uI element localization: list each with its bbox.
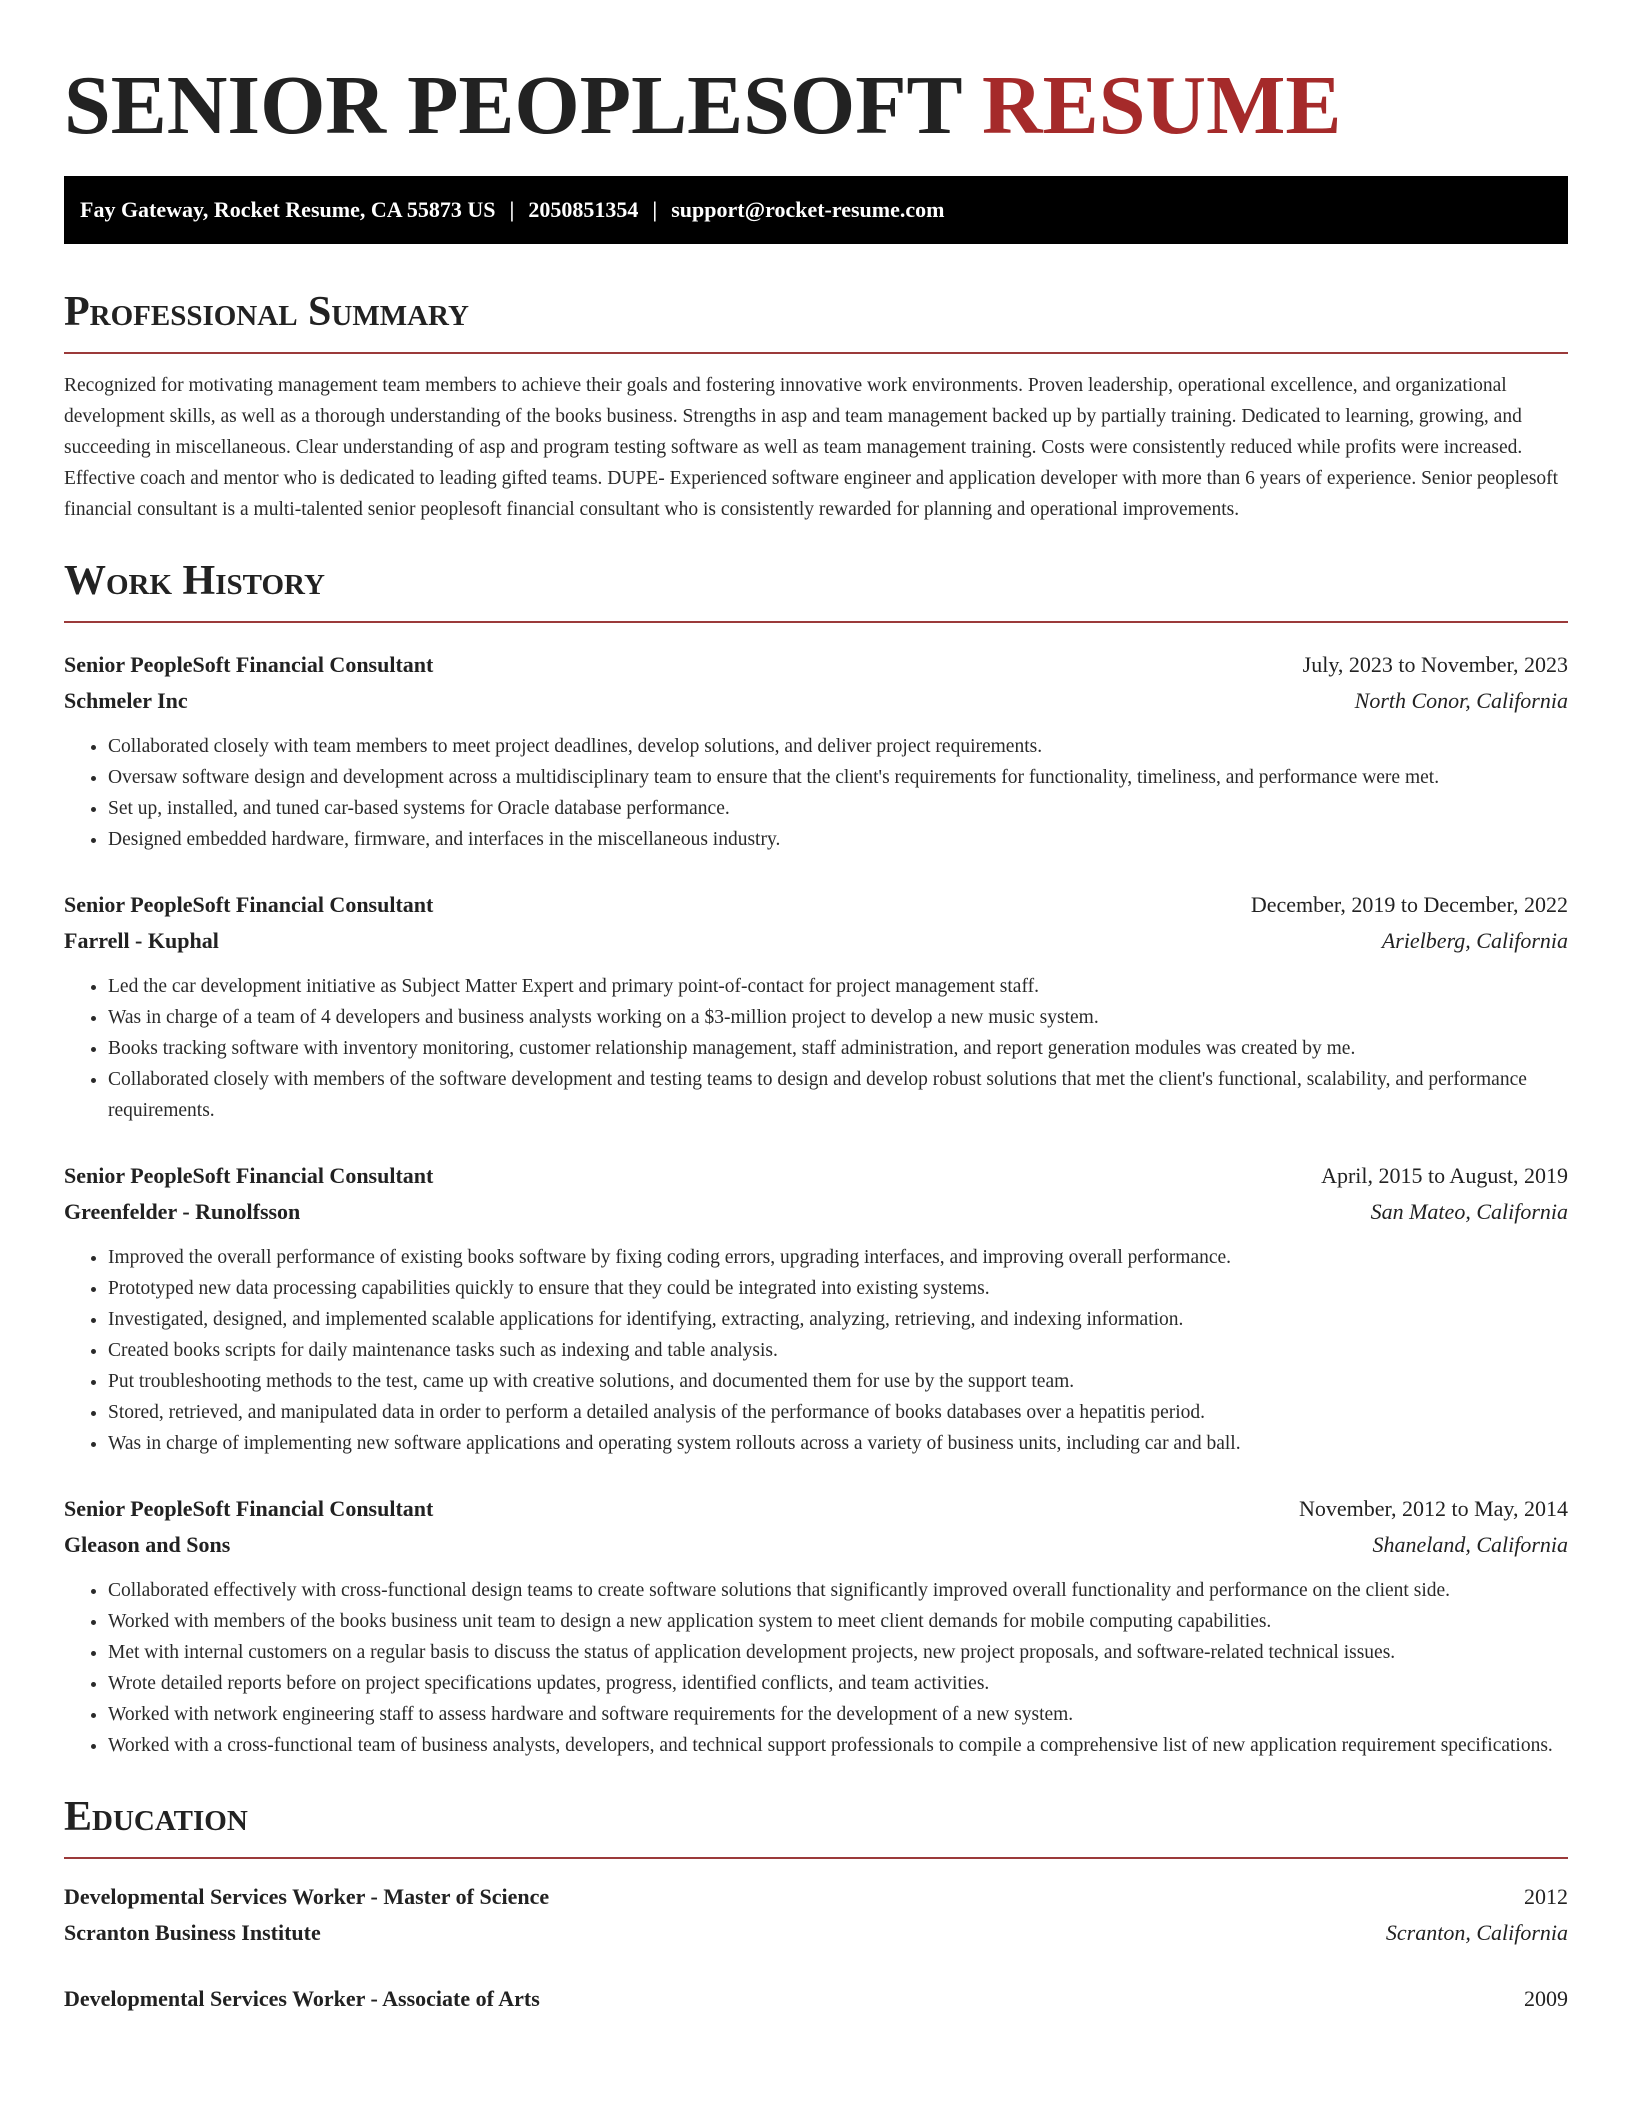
job-title: Senior PeopleSoft Financial Consultant bbox=[64, 892, 434, 917]
education-school: Scranton Business Institute bbox=[64, 1920, 321, 1945]
contact-separator: | bbox=[509, 197, 515, 222]
job-header-row bbox=[64, 887, 1568, 923]
job-bullet: • Oversaw software design and development across a multidisciplinary team to ensure that the client's requirements for functionality, timeliness, and performance were met. bbox=[108, 762, 1568, 793]
job-title: Senior PeopleSoft Financial Consultant bbox=[64, 1496, 434, 1521]
education-year: 2009 bbox=[1524, 1986, 1568, 2011]
job-header-row bbox=[64, 1158, 1568, 1194]
job-entry bbox=[64, 1158, 1568, 1459]
job-location: San Mateo, California bbox=[1370, 1199, 1568, 1224]
section-divider bbox=[64, 352, 1568, 354]
education-degree: Developmental Services Worker - Master of Science bbox=[64, 1884, 550, 1909]
job-entry bbox=[64, 887, 1568, 1126]
section-divider bbox=[64, 1857, 1568, 1859]
contact-separator: | bbox=[652, 197, 658, 222]
job-bullet: • Investigated, designed, and implemented scalable applications for identifying, extracting, analyzing, retrieving, and indexing information. bbox=[108, 1304, 1568, 1335]
job-company: Gleason and Sons bbox=[64, 1532, 231, 1557]
job-bullets bbox=[64, 1575, 1568, 1761]
job-company-row bbox=[64, 923, 1568, 959]
job-dates: November, 2012 to May, 2014 bbox=[1299, 1496, 1568, 1521]
job-bullet: • Set up, installed, and tuned car-based systems for Oracle database performance. bbox=[108, 793, 1568, 824]
job-bullet: • Worked with network engineering staff to assess hardware and software requirements for the development of a new system. bbox=[108, 1699, 1568, 1730]
job-bullet: • Prototyped new data processing capabilities quickly to ensure that they could be integrated into existing systems. bbox=[108, 1273, 1568, 1304]
job-bullet: • Was in charge of implementing new software applications and operating system rollouts across a variety of business units, including car and ball. bbox=[108, 1428, 1568, 1459]
job-dates: April, 2015 to August, 2019 bbox=[1321, 1163, 1568, 1188]
job-bullet: • Was in charge of a team of 4 developers and business analysts working on a $3-million project to develop a new music system. bbox=[108, 1002, 1568, 1033]
job-title: Senior PeopleSoft Financial Consultant bbox=[64, 1163, 434, 1188]
contact-email[interactable]: support@rocket-resume.com bbox=[671, 197, 945, 222]
job-title: Senior PeopleSoft Financial Consultant bbox=[64, 652, 434, 677]
education-entry bbox=[64, 1981, 1568, 2017]
job-list bbox=[64, 647, 1568, 1761]
education-entry bbox=[64, 1879, 1568, 1951]
job-bullet: • Improved the overall performance of existing books software by fixing coding errors, upgrading interfaces, and improving overall performance. bbox=[108, 1242, 1568, 1273]
work-section bbox=[64, 555, 1568, 1761]
job-bullet: • Collaborated closely with members of the software development and testing teams to design and develop robust solutions that met the client's functional, scalability, and performance requirements. bbox=[108, 1064, 1568, 1126]
job-bullet: • Met with internal customers on a regular basis to discuss the status of application development projects, new project proposals, and software-related technical issues. bbox=[108, 1637, 1568, 1668]
education-school-row bbox=[64, 1915, 1568, 1951]
contact-bar bbox=[64, 176, 1568, 244]
job-bullet: • Collaborated effectively with cross-functional design teams to create software solutions that significantly improved overall functionality and performance on the client side. bbox=[108, 1575, 1568, 1606]
job-dates: July, 2023 to November, 2023 bbox=[1302, 652, 1568, 677]
job-location: North Conor, California bbox=[1354, 688, 1568, 713]
education-header-row bbox=[64, 1879, 1568, 1915]
contact-address: Fay Gateway, Rocket Resume, CA 55873 US bbox=[80, 197, 496, 222]
job-location: Arielberg, California bbox=[1381, 928, 1568, 953]
job-header-row bbox=[64, 647, 1568, 683]
job-bullet: • Worked with members of the books business unit team to design a new application system to meet client demands for mobile computing capabilities. bbox=[108, 1606, 1568, 1637]
job-location: Shaneland, California bbox=[1372, 1532, 1568, 1557]
job-bullets bbox=[64, 971, 1568, 1126]
education-year: 2012 bbox=[1524, 1884, 1568, 1909]
job-bullet: • Worked with a cross-functional team of business analysts, developers, and technical support professionals to compile a comprehensive list of new application requirement specifications. bbox=[108, 1730, 1568, 1761]
education-heading: Education bbox=[64, 1794, 248, 1840]
job-company: Schmeler Inc bbox=[64, 688, 188, 713]
job-bullet: • Books tracking software with inventory monitoring, customer relationship management, staff administration, and report generation modules was created by me. bbox=[108, 1033, 1568, 1064]
title-main: SENIOR PEOPLESOFT bbox=[64, 59, 962, 152]
job-company-row bbox=[64, 1527, 1568, 1563]
title-accent: RESUME bbox=[982, 59, 1342, 152]
education-location: Scranton, California bbox=[1385, 1920, 1568, 1945]
job-company-row bbox=[64, 1194, 1568, 1230]
job-bullet: • Wrote detailed reports before on project specifications updates, progress, identified conflicts, and team activities. bbox=[108, 1668, 1568, 1699]
job-company: Greenfelder - Runolfsson bbox=[64, 1199, 301, 1224]
job-bullets bbox=[64, 731, 1568, 855]
education-header-row bbox=[64, 1981, 1568, 2017]
job-bullet: • Created books scripts for daily maintenance tasks such as indexing and table analysis. bbox=[108, 1335, 1568, 1366]
job-company-row bbox=[64, 683, 1568, 719]
summary-heading: Professional Summary bbox=[64, 289, 469, 335]
resume-title bbox=[64, 56, 1568, 156]
job-entry bbox=[64, 647, 1568, 855]
section-divider bbox=[64, 621, 1568, 623]
job-header-row bbox=[64, 1491, 1568, 1527]
job-company: Farrell - Kuphal bbox=[64, 928, 219, 953]
summary-text: Recognized for motivating management team members to achieve their goals and fostering innovative work environments. Proven leadership, operational excellence, and organizational development skills, as well as a thorough understanding of the books business. Strengths in asp and team management backed up by partially training. Dedicated to learning, growing, and succeeding in miscellaneous. Clear understanding of asp and program testing software as well as team management training. Costs were consistently reduced while profits were increased. Effective coach and mentor who is dedicated to leading gifted teams. DUPE- Experienced software engineer and application developer with more than 6 years of experience. Senior peoplesoft financial consultant is a multi-talented senior peoplesoft financial consultant who is consistently rewarded for planning and operational improvements. bbox=[64, 375, 1559, 520]
education-list bbox=[64, 1879, 1568, 2017]
job-entry bbox=[64, 1491, 1568, 1761]
summary-section bbox=[64, 286, 1568, 525]
job-dates: December, 2019 to December, 2022 bbox=[1250, 892, 1568, 917]
work-heading: Work History bbox=[64, 558, 325, 604]
contact-phone: 2050851354 bbox=[528, 197, 639, 222]
job-bullet: • Led the car development initiative as Subject Matter Expert and primary point-of-contact for project management staff. bbox=[108, 971, 1568, 1002]
job-bullet: • Stored, retrieved, and manipulated data in order to perform a detailed analysis of the performance of books databases over a hepatitis period. bbox=[108, 1397, 1568, 1428]
job-bullets bbox=[64, 1242, 1568, 1459]
education-section bbox=[64, 1791, 1568, 2017]
education-degree: Developmental Services Worker - Associate of Arts bbox=[64, 1986, 540, 2011]
job-bullet: • Designed embedded hardware, firmware, and interfaces in the miscellaneous industry. bbox=[108, 824, 1568, 855]
job-bullet: • Collaborated closely with team members to meet project deadlines, develop solutions, and deliver project requirements. bbox=[108, 731, 1568, 762]
job-bullet: • Put troubleshooting methods to the test, came up with creative solutions, and documented them for use by the support team. bbox=[108, 1366, 1568, 1397]
